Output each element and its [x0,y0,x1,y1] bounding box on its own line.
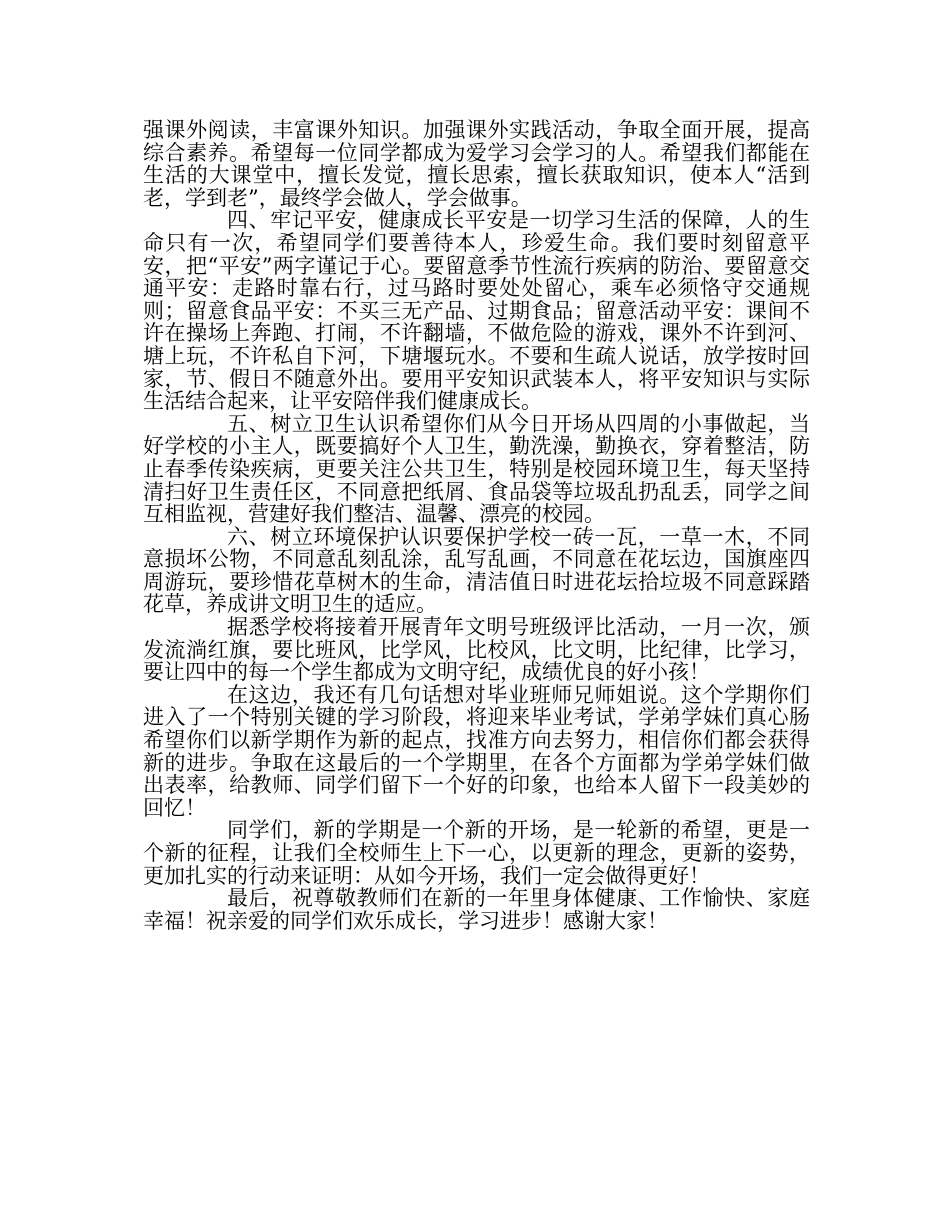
paragraph-new-semester: 同学们，新的学期是一个新的开场，是一轮新的希望，更是一个新的征程，让我们全校师生上下一心，以更新的理念，更新的姿势，更加扎实的行动来证明：从如今开场，我们一定会做得更好！ [143,818,810,888]
paragraph-graduating-class: 在这边，我还有几句话想对毕业班师兄师姐说。这个学期你们进入了一个特别关键的学习阶段，将迎来毕业考试，学弟学妹们真心肠希望你们以新学期作为新的起点，找准方向去努力，相信你们都会获得新的进步。争取在这最后的一个学期里，在各个方面都为学弟学妹们做出表率，给教师、同学们留下一个好的印象，也给本人留下一段美妙的回忆！ [143,682,810,820]
paragraph-continuation: 强课外阅读，丰富课外知识。加强课外实践活动，争取全面开展，提高综合素养。希望每一位同学都成为爱学习会学习的人。希望我们都能在生活的大课堂中，擅长发觉，擅长思索，擅长获取知识，使本人“活到老，学到老”，最终学会做人，学会做事。 [143,118,810,210]
paragraph-safety: 四、牢记平安，健康成长平安是一切学习生活的保障，人的生命只有一次，希望同学们要善待本人，珍爱生命。我们要时刻留意平安，把“平安”两字谨记于心。要留意季节性流行疾病的防治、要留意交通平安：走路时靠右行，过马路时要处处留心，乘车必须恪守交通规则；留意食品平安：不买三无产品、过期食品；留意活动平安：课间不许在操场上奔跑、打闹，不许翻墙，不做危险的游戏，课外不许到河、塘上玩，不许私自下河，下塘堰玩水。不要和生疏人说话，放学按时回家，节、假日不随意外出。要用平安知识武装本人，将平安知识与实际生活结合起来，让平安陪伴我们健康成长。 [143,208,810,414]
paragraph-hygiene: 五、树立卫生认识希望你们从今日开场从四周的小事做起，当好学校的小主人，既要搞好个人卫生，勤洗澡，勤换衣，穿着整洁，防止春季传染疾病，更要关注公共卫生，特别是校园环境卫生，每天坚持清扫好卫生责任区，不同意把纸屑、食品袋等垃圾乱扔乱丢，同学之间互相监视，营建好我们整洁、温馨、漂亮的校园。 [143,411,810,527]
paragraph-closing-wishes: 最后，祝尊敬教师们在新的一年里身体健康、工作愉快、家庭幸福！祝亲爱的同学们欢乐成长，学习进步！感谢大家！ [143,886,810,933]
document-body [143,119,810,932]
paragraph-environment: 六、树立环境保护认识要保护学校一砖一瓦，一草一木，不同意损坏公物，不同意乱刻乱涂，乱写乱画，不同意在花坛边，国旗座四周游玩，要珍惜花草树木的生命，清洁值日时进花坛拾垃圾不同意踩踏花草，养成讲文明卫生的适应。 [143,524,810,617]
paragraph-class-evaluation: 据悉学校将接着开展青年文明号班级评比活动，一月一次，颁发流淌红旗，要比班风，比学风，比校风，比文明，比纪律，比学习，要让四中的每一个学生都成为文明守纪，成绩优良的好小孩！ [143,615,810,685]
